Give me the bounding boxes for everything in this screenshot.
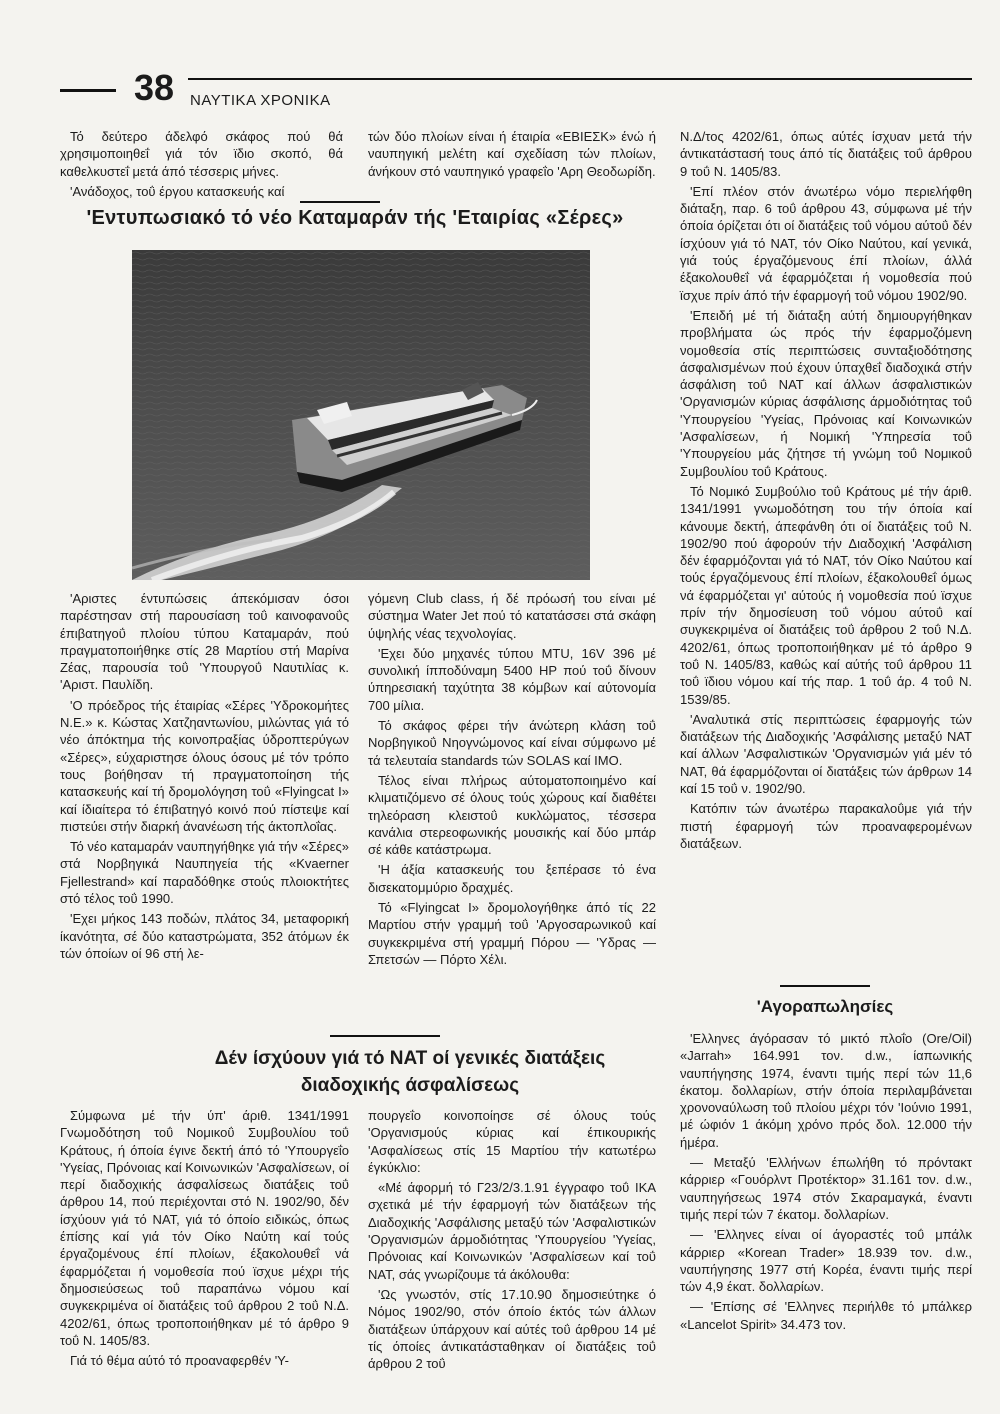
publication-title: ΝΑΥΤΙΚΑ ΧΡΟΝΙΚΑ (190, 92, 331, 109)
header-rule-right (188, 78, 972, 80)
paragraph: 'Εχει μήκος 143 ποδών, πλάτος 34, μεταφορική ίκανότητα, σέ δύο καταστρώματα, 352 άτόμων έκ τών όποίων οί 96 στή λε- (60, 911, 349, 961)
paragraph: πουργεΐο κοινοποίησε σέ όλους τούς 'Οργανισμούς κύριας καί έπικουρικής 'Ασφαλίσεως στίς 15 Μαρτίου τήν κατωτέρω έγκύκλιο: (368, 1108, 656, 1175)
paragraph: τών δύο πλοίων είναι ή έταιρία «ΕΒΙΕΣΚ» ένώ ή ναυπηγική μελέτη καί σχεδίαση τών πλοίων, άνήκουν στό ναυπηγικό γραφεΐο 'Αρη Θεοδωρίδη. (368, 129, 656, 179)
catamaran-photo (132, 250, 590, 580)
paragraph: — 'Ελληνες είναι οί άγοραστές τοΰ μπάλκ κάρριερ «Korean Trader» 18.939 τον. d.w., ναυπήγησης 1977 στή Κορέα, έναντι τιμής περί τών 4,9 έκατ. δολλαρίων. (680, 1227, 972, 1295)
right-column (680, 128, 972, 855)
paragraph: 'Επειδή μέ τή διάταξη αύτή δημιουργήθηκαν προβλήματα ώς πρός τήν έφαρμοζόμενη νομοθεσία στίς περιπτώσεις συνταξιοδότησης άσφαλισμένων πού έχουν ύπαχθεΐ διαδοχικά στήν άσφάλιση τοΰ ΝΑΤ καί άλλων άσφαλιστικών 'Οργανισμών κύριας άσφάλισης άρμοδιότητας τοΰ 'Υπουργείου 'Υγείας, Πρόνοιας καί Κοινωνικών 'Ασφαλίσεων, ή Νομική 'Υπηρεσία τοΰ 'Υπουργείου μάς ζήτησε τή γνώμη τοΰ Νομικοΰ Συμβουλίου τοΰ Κράτους. (680, 307, 972, 479)
paragraph: 'Ανάδοχος, τοΰ έργου κατασκευής καί (70, 183, 285, 199)
paragraph: Σύμφωνα μέ τήν ύπ' άριθ. 1341/1991 Γνωμοδότηση τοΰ Νομικοΰ Συμβουλίου τοΰ Κράτους, ή όποία έγινε δεκτή άπό τό 'Υπουργεΐο 'Υγείας, Πρόνοιας καί Κοινωνικών 'Ασφαλίσεων, οί περί διαδοχικής άσφαλίσεως διατάξεις τοΰ άρθρου 14, πού περιέχονται στό Ν. 1902/90, δέν ίσχύουν γιά τό ΝΑΤ, γιά τό όποίο ειδικώς, όπως έπίσης καί γιά τόν Οίκο Ναύτη καί τούς έργαζομένους έπί πλοίων, έξακολουθεΐ νά έφαρμόζεται ή νομοθεσία πού ϊσχυε μέχρι τής δημοσιεύσεως τοΰ παραπάνω νόμου καί συγκεκριμένα οί διατάξεις τοΰ άρθρου 2 τοΰ Ν.Δ. 4202/61, όπως τροποποιήθηκαν μέ τό άρθρο 9 τοΰ Ν. 1405/83. (60, 1108, 349, 1348)
article2-column-1 (60, 1107, 349, 1372)
paragraph: Ν.Δ/τος 4202/61, όπως αύτές ίσχυαν μετά τήν άντικατάστασή τους άπό τίς διατάξεις τοΰ άρθρου 9 τοΰ Ν. 1405/83. (680, 129, 972, 179)
paragraph: Τέλος είναι πλήρως αύτοματοποιημένο καί κλιματιζόμενο σέ όλους τούς χώρους καί διαθέτει τηλεόραση κλειστοΰ κυκλώματος, τέσσερα κανάλια στερεοφωνικής μουσικής καί δύο μπάρ σέ κάθε κατάστρωμα. (368, 772, 656, 858)
paragraph: 'Αναλυτικά στίς περιπτώσεις έφαρμογής τών διατάξεων τής Διαδοχικής 'Ασφάλισης μεταξύ ΝΑΤ καί άλλων 'Ασφαλιστικών 'Οργανισμών γιά μέν τό ΝΑΤ, θά έφαρμόζονται οί διατάξεις τών άρθρων 14 καί 15 τοΰ ν. 1902/90. (680, 711, 972, 796)
article2-headline: Δέν ίσχύουν γιά τό ΝΑΤ οί γενικές διατάξεις διαδοχικής άσφαλίσεως (214, 1048, 606, 1096)
article1-column-2 (368, 590, 656, 971)
paragraph: 'Ως γνωστόν, στίς 17.10.90 δημοσιεύτηκε ό Νόμος 1902/90, στόν όποίο έκτός τών άλλων διατάξεων ύπάρχουν καί αύτές τοΰ άρθρου 14 μέ τίς όποίες άντικατάσταθηκαν οί διατάξεις τοΰ άρθρου 2 τοΰ (368, 1286, 656, 1372)
paragraph: 'Επί πλέον στόν άνωτέρω νόμο περιελήφθη διάταξη, παρ. 6 τοΰ άρθρου 43, σύμφωνα μέ τήν όποία όρίζεται ότι οί διατάξεις τοΰ νόμου αύτοΰ δέν ίσχύουν γιά τό ΝΑΤ, τόν Οίκο Ναύτου, καί γενικά, γιά τούς έργαζόμενους έπί πλοίων, άλλά έξακολουθεΐ νά έφαρμόζεται ή νομοθεσία πού ϊσχυε πρίν άπό τήν έφαρμογή τοΰ νόμου 1902/90. (680, 183, 972, 303)
paragraph: 'Ο πρόεδρος τής έταιρίας «Σέρες 'Υδροκομήτες Ν.Ε.» κ. Κώστας Χατζηαντωνίου, μιλώντας γιά τό νέο άπόκτημα τής κοινοπραξίας ύδροπτερύγων «Σέρες», εύχαριστησε όλους όσους μέ τόν τρόπο τους βοήθησαν τή πραγματοποίηση τής κατασκευής καί τή δρομολόγηση τοΰ «Flyingcat I» καί ίδιαίτερα τό έπιβατηγό κοινό πού πίστεψε καί πιστεύει στήν διαρκή άνανέωση τής άκτοπλοΐας. (60, 697, 349, 834)
paragraph: γόμενη Club class, ή δέ πρόωσή του είναι μέ σύστημα Water Jet πού τό κατατάσσει στά σκάφη ύψηλής νέας τεχνολογίας. (368, 591, 656, 641)
headline-rule (330, 1035, 440, 1037)
paragraph: Τό σκάφος φέρει τήν άνώτερη κλάση τοΰ Νορβηγικοΰ Νηογνώμονος καί είναι σύμφωνο μέ τά τελευταία standards τών SOLAS καί IMO. (368, 718, 656, 768)
paragraph: Τό νέο καταμαράν ναυπηγήθηκε γιά τήν «Σέρες» στά Νορβηγικά Ναυπηγεία τής «Kvaerner Fjellestrand» καί παραδόθηκε στούς πλοιοκτήτες στό τέλος τοΰ 1990. (60, 839, 350, 907)
paragraph: — Μεταξύ 'Ελλήνων έπωλήθη τό πρόντακτ κάρριερ «Γουόρλντ Προτέκτορ» 31.161 τον. d.w., ναυπηγήσεως 1974 στόν Σκαραμαγκά, έναντι τιμής περί τών 7 έκατομ. δολλαρίων. (680, 1155, 972, 1222)
top-middle-column (368, 128, 656, 183)
paragraph: 'Ελληνες άγόρασαν τό μικτό πλοΐο (Ore/Oil) «Jarrah» 164.991 τον. d.w., ίαπωνικής ναυπήγησης 1974, έναντι τιμής περί τών 11,6 έκατομ. δολλαρίων, στήν όποία περιλαμβάνεται χρονοναύλωση τοΰ πλοίου μέχρι τόν 'Ιούνιο 1991, μέ ώφιόν 1 άκόμη χρόνο πρός δολ. 12.000 τήν ήμέρα. (680, 1031, 972, 1150)
article3-headline: 'Αγοραπωλησίες (756, 997, 894, 1016)
article1-headline: 'Εντυπωσιακό τό νέο Καταμαράν τής 'Εταιρίας «Σέρες» (86, 207, 624, 229)
paragraph: Τό «Flyingcat I» δρομολογήθηκε άπό τίς 22 Μαρτίου στήν γραμμή τοΰ 'Αργοσαρωνικοΰ καί συγκεκριμένα στή γραμμή Πόρου — 'Υδρας — Σπετσών — Πόρτο Χέλι. (368, 900, 656, 967)
page-header (60, 67, 972, 112)
paragraph: — 'Επίσης σέ 'Ελληνες περιήλθε τό μπάλκερ «Lancelot Spirit» 34.473 τον. (680, 1299, 972, 1332)
article3-column (680, 1030, 972, 1336)
article1-column-1 (60, 590, 349, 965)
paragraph: Κατόπιν τών άνωτέρω παρακαλοΰμε γιά τήν πιστή έφαρμογή τών προαναφερομένων διατάξεων. (680, 801, 972, 851)
article2-column-2 (368, 1107, 656, 1375)
paragraph: 'Εχει δύο μηχανές τύπου MTU, 16V 396 μέ συνολική ίπποδύναμη 5400 HP πού τοΰ δίνουν ύπηρεσιακή ταχύτητα 38 κόμβων καί αύτονομία 700 μίλια. (368, 645, 656, 713)
headline-rule (300, 201, 380, 203)
paragraph: «Μέ άφορμή τό Γ23/2/3.1.91 έγγραφο τοΰ ΙΚΑ σχετικά μέ τήν έφαρμογή τών διατάξεων τής Διαδοχικής 'Ασφάλισης μεταξύ τών 'Ασφαλιστικών 'Οργανισμών άρμοδιότητας 'Υπουργείου 'Υγείας, Πρόνοιας καί Κοινωνικών 'Ασφαλίσεων καί τοΰ ΝΑΤ, σάς γνωρίζουμε τά άκόλουθα: (368, 1180, 656, 1282)
header-rule-left (60, 89, 116, 92)
paragraph: 'Η άξία κατασκευής του ξεπέρασε τό ένα δισεκατομμύριο δραχμές. (368, 862, 656, 895)
paragraph: Γιά τό θέμα αύτό τό προαναφερθέν 'Υ- (70, 1353, 290, 1369)
paragraph: Τό Νομικό Συμβούλιο τοΰ Κράτους μέ τήν άριθ. 1341/1991 γνωμοδότηση του τήν όποία καί κάνουμε δεκτή, άπεφάνθη ότι οί διατάξεις τοΰ Ν. 1902/90 πού άφορούν τήν Διαδοχική 'Ασφάλιση δέν έφαρμόζονται γιά τό ΝΑΤ, τόν Οίκο Ναύτου καί τούς έργαζόμενους έπί πλοίων, έξακολουθεΐ όμως νά έφαρμόζεται γι' αύτούς ή νομοθεσία πού ϊσχυε πρίν τήν δημοσίευση τοΰ νόμου αύτοΰ καί συγκεκριμένα οί διατάξεις τοΰ άρθρου 2 τοΰ Ν.Δ. 4202/61, όπως τροποποιήθηκαν μέ τό άρθρο 9 τοΰ Ν. 1405/83, καθώς καί αύτής τοΰ άρθρου 11 τοΰ ϊδιου νόμου καί τής παρ. 1 τοΰ άρ. 4 τοΰ Ν. 1539/85. (680, 483, 972, 707)
paragraph: Τό δεύτερο άδελφό σκάφος πού θά χρησιμοποιηθεΐ γιά τόν ϊδιο σκοπό, θά καθελκυστεΐ μετά άπό τέσσερις μήνες. (60, 129, 343, 179)
page-number: 38 (134, 67, 175, 108)
top-left-column (60, 128, 343, 203)
headline-rule (780, 985, 870, 987)
paragraph: 'Αριστες έντυπώσεις άπεκόμισαν όσοι παρέστησαν στή παρουσίαση τοΰ καινοφανοΰς έπιβατηγοΰ πλοίου τύπου Καταμαράν, πού πραγματοποιήθηκε στίς 28 Μαρτίου στή Μαρίνα Ζέας, παρουσία τοΰ 'Υπουργοΰ Ναυτιλίας κ. 'Αριστ. Παυλίδη. (60, 591, 349, 693)
